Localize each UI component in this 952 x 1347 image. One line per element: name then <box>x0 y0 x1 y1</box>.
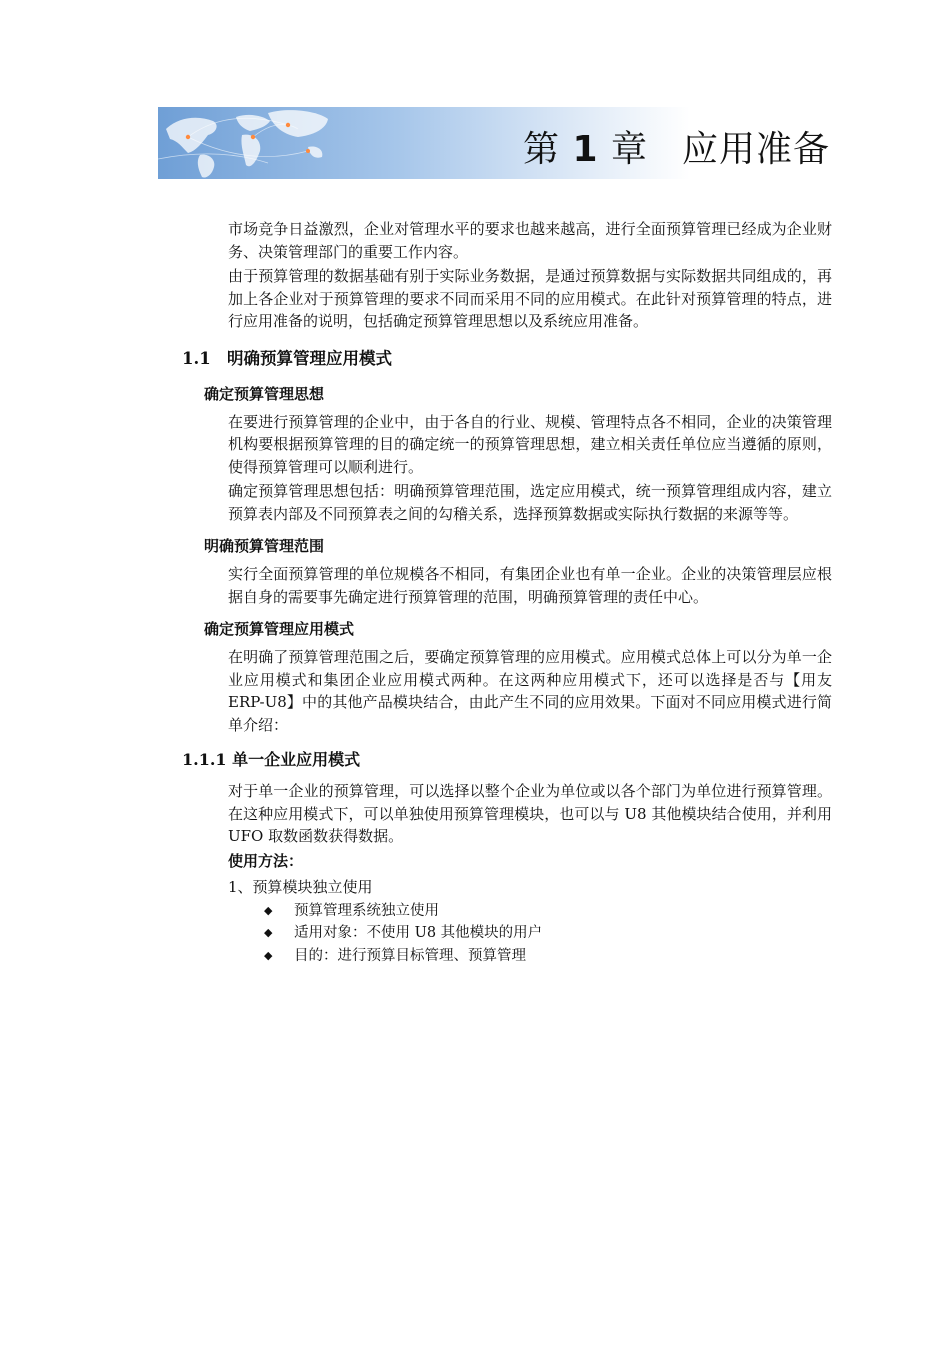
step-item: 1、预算模块独立使用 <box>228 877 373 896</box>
subheading-budget-scope: 明确预算管理范围 <box>204 537 325 555</box>
body-paragraph: 对于单一企业的预算管理，可以选择以整个企业为单位或以各个部门为单位进行预算管理。在这种应用模式下，可以单独使用预算管理模块，也可以与 U8 其他模块结合使用，并利用 UFO 取数函数获得数据。 <box>228 782 832 845</box>
section-heading-1-1-1: 1.1.1 单一企业应用模式 <box>182 750 361 769</box>
world-map-icon <box>158 107 578 179</box>
list-item: ◆ 预算管理系统独立使用 <box>264 900 832 923</box>
body-paragraph: 实行全面预算管理的单位规模各不相同，有集团企业也有单一企业。企业的决策管理层应根据自身的需要事先确定进行预算管理的范围，明确预算管理的责任中心。 <box>228 565 832 606</box>
intro-paragraph: 市场竞争日益激烈，企业对管理水平的要求也越来越高，进行全面预算管理已经成为企业财务、决策管理部门的重要工作内容。 <box>228 220 832 261</box>
body-paragraph: 在要进行预算管理的企业中，由于各自的行业、规模、管理特点各不相同，企业的决策管理机构要根据预算管理的目的确定统一的预算管理思想，建立相关责任单位应当遵循的原则，使得预算管理可以顺利进行。 <box>228 412 832 476</box>
chapter-number: 1 <box>572 129 599 170</box>
subheading-application-mode: 确定预算管理应用模式 <box>204 620 355 638</box>
list-item: ◆ 目的：进行预算目标管理、预算管理 <box>264 945 832 968</box>
chapter-prefix: 第 <box>522 129 560 170</box>
diamond-bullet-icon: ◆ <box>264 926 273 939</box>
diamond-bullet-icon: ◆ <box>264 948 273 962</box>
chapter-banner <box>158 107 840 179</box>
subheading-budget-philosophy: 确定预算管理思想 <box>204 384 325 403</box>
chapter-title <box>523 121 830 172</box>
body-paragraph: 在明确了预算管理范围之后，要确定预算管理的应用模式。应用模式总体上可以分为单一企业应用模式和集团企业应用模式两种。在这两种应用模式下，还可以选择是否与【用友 ERP-U8】中的其他产品模块结合，由此产生不同的应用效果。下面对不同应用模式进行简单介绍： <box>228 648 832 734</box>
section-heading-1-1 <box>182 347 832 371</box>
chapter-name: 应用准备 <box>681 129 830 170</box>
section-number: 1.1 <box>182 348 211 368</box>
body-paragraph: 确定预算管理思想包括：明确预算管理范围，选定应用模式，统一预算管理组成内容，建立预算表内部及不同预算表之间的勾稽关系，选择预算数据或实际执行数据的来源等等。 <box>228 482 832 523</box>
bullet-list <box>182 900 832 968</box>
usage-label: 使用方法： <box>228 851 304 870</box>
section-title: 明确预算管理应用模式 <box>227 348 392 368</box>
document-body <box>182 218 832 967</box>
intro-paragraph: 由于预算管理的数据基础有别于实际业务数据，是通过预算数据与实际数据共同组成的，再加上各企业对于预算管理的要求不同而采用不同的应用模式。在此针对预算管理的特点，进行应用准备的说明，包括确定预算管理思想以及系统应用准备。 <box>228 267 832 330</box>
list-item: ◆ 适用对象：不使用 U8 其他模块的用户 <box>264 922 832 945</box>
diamond-bullet-icon: ◆ <box>264 903 273 917</box>
chapter-suffix: 章 <box>610 129 648 170</box>
